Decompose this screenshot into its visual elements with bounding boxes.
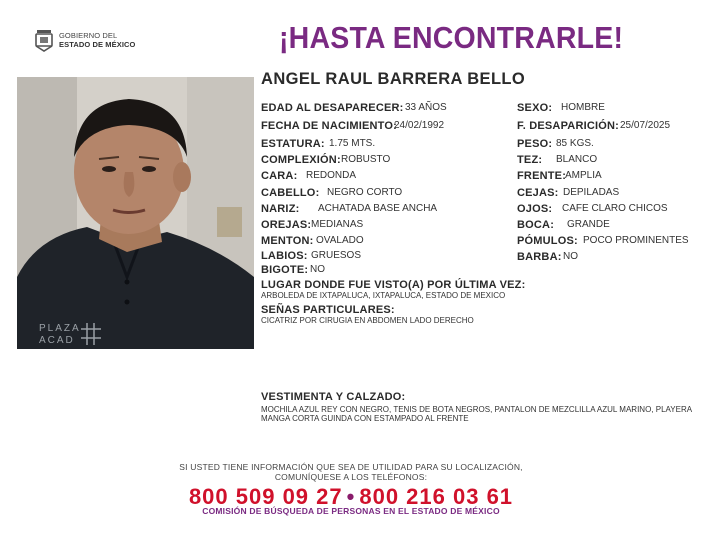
- clothing-title: VESTIMENTA Y CALZADO:: [261, 391, 406, 403]
- info-line-2: COMUNÍQUESE A LOS TELÉFONOS:: [274, 472, 428, 482]
- field-eyes: OJOS: CAFE CLARO CHICOS: [517, 203, 668, 215]
- field-weight: PESO: 85 KGS.: [517, 138, 594, 150]
- marks-title: SEÑAS PARTICULARES:: [261, 304, 395, 316]
- phone-number-2[interactable]: 800 216 03 61: [359, 484, 514, 509]
- field-sex: SEXO: HOMBRE: [517, 102, 605, 114]
- field-height: ESTATURA: 1.75 MTS.: [261, 138, 376, 150]
- field-beard: BARBA: NO: [517, 251, 578, 263]
- info-line-1: SI USTED TIENE INFORMACIÓN QUE SEA DE UTILIDAD PARA SU LOCALIZACIÓN,: [179, 462, 523, 472]
- photo-watermark-line-1: PLAZA: [39, 323, 81, 334]
- field-nose: NARIZ: ACHATADA BASE ANCHA: [261, 203, 438, 215]
- field-birthdate: FECHA DE NACIMIENTO: 24/02/1992: [261, 120, 445, 132]
- field-build: COMPLEXIÓN: ROBUSTO: [261, 154, 391, 166]
- field-face: CARA: REDONDA: [261, 170, 357, 182]
- government-logo: [34, 28, 135, 52]
- phone-number-1[interactable]: 800 509 09 27: [188, 484, 343, 509]
- field-chin: MENTON: OVALADO: [261, 235, 364, 247]
- headline: ¡HASTA ENCONTRARLE!: [279, 20, 624, 55]
- last-seen-text: ARBOLEDA DE IXTAPALUCA, IXTAPALUCA, ESTADO DE MEXICO: [261, 291, 506, 300]
- coat-of-arms-icon: [34, 28, 54, 52]
- logo-line-1: GOBIERNO DEL: [59, 31, 118, 40]
- field-complexion: TEZ: BLANCO: [517, 154, 598, 166]
- person-name: ANGEL RAUL BARRERA BELLO: [261, 70, 526, 88]
- person-photo: [17, 77, 254, 349]
- field-lips: LABIOS: GRUESOS: [261, 250, 362, 262]
- field-disappearance-date: F. DESAPARICIÓN: 25/07/2025: [517, 120, 671, 132]
- clothing-text-line-1: MOCHILA AZUL REY CON NEGRO, TENIS DE BOTA NEGROS, PANTALON DE MEZCLILLA AZUL MARINO, PLAYERA: [261, 405, 693, 414]
- field-hair: CABELLO: NEGRO CORTO: [261, 187, 403, 199]
- field-mustache: BIGOTE: NO: [261, 264, 325, 276]
- field-eyebrows: CEJAS: DEPILADAS: [517, 187, 620, 199]
- photo-watermark-line-2: ACAD: [39, 335, 75, 346]
- last-seen-title: LUGAR DONDE FUE VISTO(A) POR ÚLTIMA VEZ:: [261, 279, 526, 291]
- clothing-text-line-2: MANGA CORTA GUINDA CON ESTAMPADO AL FRENTE: [261, 414, 469, 423]
- commission-name: COMISIÓN DE BÚSQUEDA DE PERSONAS EN EL ESTADO DE MÉXICO: [202, 506, 500, 516]
- field-forehead: FRENTE: AMPLIA: [517, 170, 602, 182]
- field-ears: OREJAS: MEDIANAS: [261, 219, 364, 231]
- field-age: EDAD AL DESAPARECER: 33 AÑOS: [261, 102, 447, 114]
- marks-text: CICATRIZ POR CIRUGIA EN ABDOMEN LADO DERECHO: [261, 316, 474, 325]
- phone-separator: •: [346, 484, 356, 509]
- logo-line-2: ESTADO DE MÉXICO: [59, 40, 136, 49]
- field-mouth: BOCA: GRANDE: [517, 219, 610, 231]
- field-cheekbones: PÓMULOS: POCO PROMINENTES: [517, 235, 689, 247]
